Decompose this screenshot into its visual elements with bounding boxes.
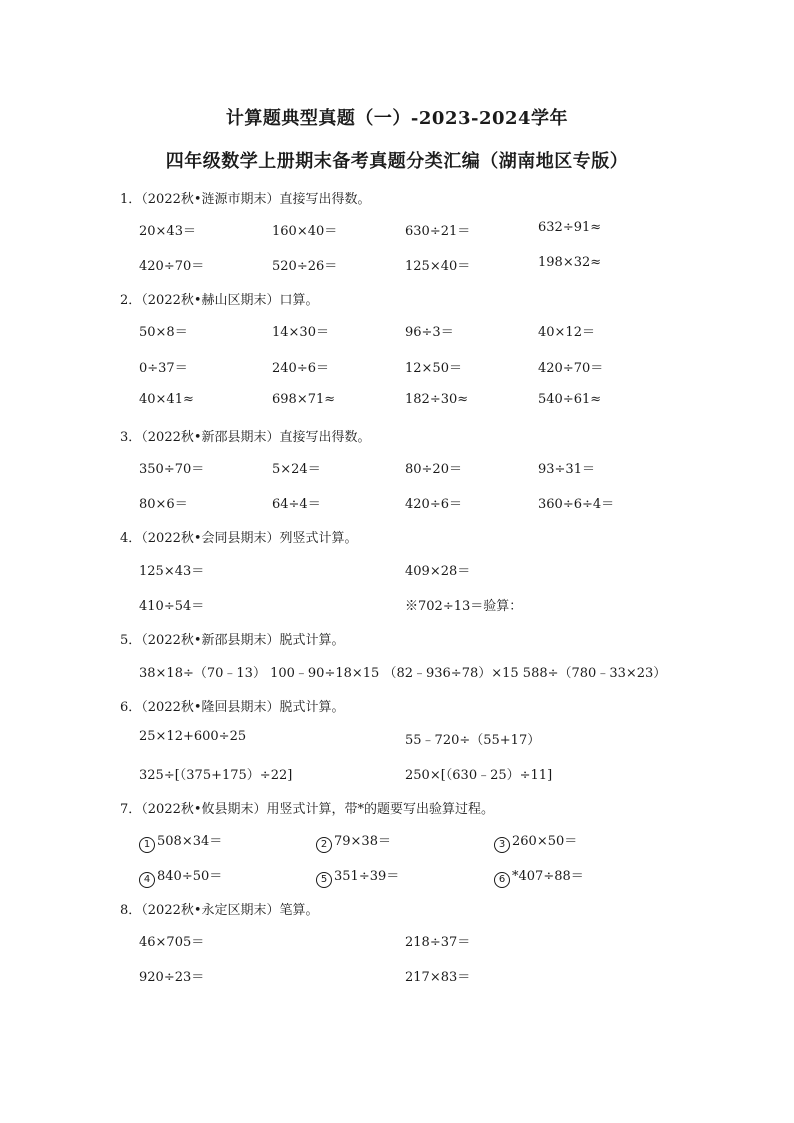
problem: 0÷37＝ [139,361,188,376]
problem: 420÷70＝ [538,361,604,376]
question-8-row-2 [0,966,794,984]
question-6-row-2 [0,764,794,782]
question-3-label: 3．（2022秋•新邵县期末）直接写出得数。 [120,430,371,445]
problem: 40×12＝ [538,325,595,340]
problem: 25×12+600÷25 [139,729,247,744]
question-2-label: 2．（2022秋•赫山区期末）口算。 [120,293,319,308]
problem-line: 38×18÷（70﹣13） 100﹣90÷18×15 （82﹣936÷78）×15 588÷（780﹣33×23） [139,666,667,681]
question-7-label: 7．（2022秋•攸县期末）用竖式计算，带*的题要写出验算过程。 [120,802,495,817]
question-8-row-1 [0,931,794,949]
circled-number: 4 [139,872,155,888]
problem: 5 351÷39＝ [316,865,399,888]
problem: 350÷70＝ [139,462,205,477]
question-6-label: 6．（2022秋•隆回县期末）脱式计算。 [120,700,345,715]
circled-number: 2 [316,837,332,853]
problem: 420÷70＝ [139,259,205,274]
problem: 125×43＝ [139,564,205,579]
problem: 250×[（630﹣25）÷11] [405,768,553,783]
problem: 198×32≈ [538,255,602,270]
question-2-row-1 [0,321,794,339]
problem: 520÷26＝ [272,259,338,274]
question-1-row-1 [0,220,794,238]
question-5-row [0,662,794,680]
document-title-line2: 四年级数学上册期末备考真题分类汇编（湖南地区专版） [165,151,629,172]
circled-number: 3 [494,837,510,853]
problem: 12×50＝ [405,361,462,376]
document-title-line1: 计算题典型真题（一）-2023-2024学年 [225,108,569,129]
question-1-label: 1．（2022秋•涟源市期末）直接写出得数。 [120,192,371,207]
problem: 630÷21＝ [405,224,471,239]
question-3-row-1 [0,458,794,476]
question-1-row-2 [0,255,794,273]
question-8-label: 8．（2022秋•永定区期末）笔算。 [120,903,319,918]
question-5-label: 5．（2022秋•新邵县期末）脱式计算。 [120,633,345,648]
problem: 325÷[（375+175）÷22] [139,768,293,783]
problem: 920÷23＝ [139,970,205,985]
question-2-row-3 [0,392,794,410]
question-4-label: 4．（2022秋•会同县期末）列竖式计算。 [120,531,358,546]
problem: 240÷6＝ [272,361,329,376]
question-4-row-2 [0,595,794,613]
problem: 80÷20＝ [405,462,462,477]
question-3-row-2 [0,493,794,511]
problem: 55﹣720÷（55+17） [405,733,541,748]
problem: 218÷37＝ [405,935,471,950]
problem: 96÷3＝ [405,325,454,340]
circled-number: 5 [316,872,332,888]
problem: 80×6＝ [139,497,188,512]
problem: 1 508×34＝ [139,830,222,853]
circled-number: 6 [494,872,510,888]
question-7-row-1 [0,830,794,848]
question-4-row-1 [0,560,794,578]
problem: 125×40＝ [405,259,471,274]
problem: 409×28＝ [405,564,471,579]
problem: 420÷6＝ [405,497,462,512]
problem: 3 260×50＝ [494,830,577,853]
question-2-row-2 [0,357,794,375]
problem: 6 *407÷88＝ [494,865,584,888]
problem: 410÷54＝ [139,599,205,614]
problem: 182÷30≈ [405,392,469,407]
problem: 93÷31＝ [538,462,595,477]
problem: 5×24＝ [272,462,321,477]
question-6-row-1 [0,729,794,747]
problem: 540÷61≈ [538,392,602,407]
problem: 20×43＝ [139,224,196,239]
problem: 160×40＝ [272,224,338,239]
problem: 40×41≈ [139,392,194,407]
problem: 50×8＝ [139,325,188,340]
problem: 46×705＝ [139,935,205,950]
problem: 217×83＝ [405,970,471,985]
problem: 14×30＝ [272,325,329,340]
problem: 2 79×38＝ [316,830,391,853]
problem: 4 840÷50＝ [139,865,222,888]
question-7-row-2 [0,865,794,883]
problem: 632÷91≈ [538,220,602,235]
circled-number: 1 [139,837,155,853]
problem: 360÷6÷4＝ [538,497,615,512]
problem: 698×71≈ [272,392,336,407]
problem: 64÷4＝ [272,497,321,512]
problem: ※702÷13＝验算： [405,599,523,614]
